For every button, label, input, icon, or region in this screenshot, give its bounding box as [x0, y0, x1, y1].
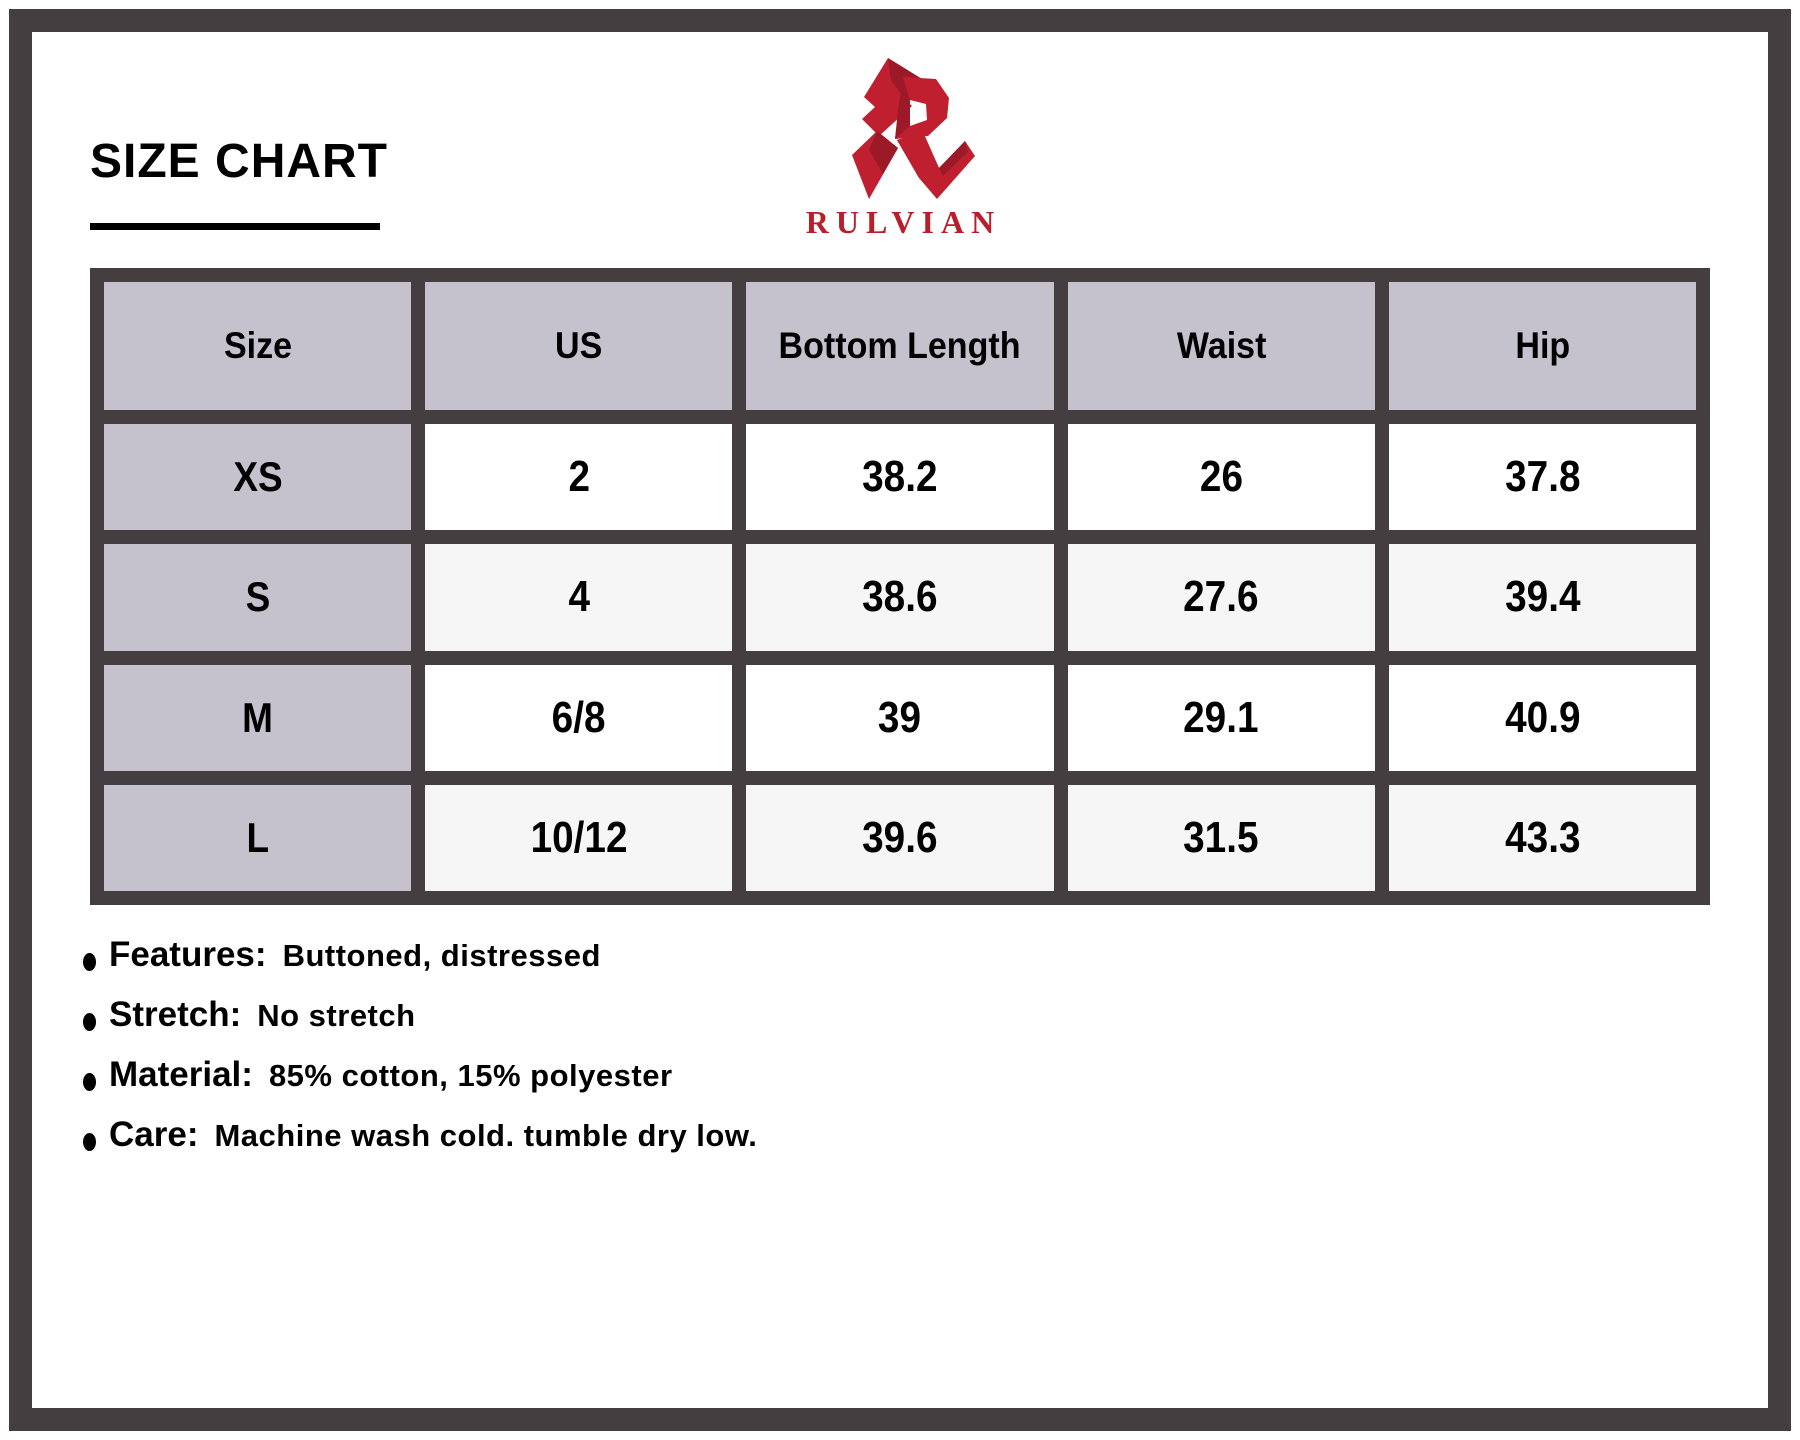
bullet-icon	[83, 1133, 96, 1151]
header-cell: US	[425, 282, 732, 410]
value-cell: 2	[425, 424, 732, 530]
value-cell: 39	[746, 665, 1053, 771]
header-cell: Bottom Length	[746, 282, 1053, 410]
table-row	[104, 785, 1696, 891]
table-row	[104, 544, 1696, 650]
note-value: No stretch	[257, 998, 416, 1033]
value-cell: 6/8	[425, 665, 732, 771]
size-cell: XS	[104, 424, 411, 530]
value-cell: 27.6	[1068, 544, 1375, 650]
size-cell: S	[104, 544, 411, 650]
note-label: Stretch:	[109, 995, 242, 1034]
note-item	[83, 1055, 757, 1115]
table-row	[104, 424, 1696, 530]
brand-logo	[750, 52, 1050, 241]
value-cell: 4	[425, 544, 732, 650]
note-label: Material:	[109, 1055, 253, 1094]
product-notes-list	[83, 935, 757, 1175]
note-value: Buttoned, distressed	[282, 938, 601, 973]
note-label: Features:	[109, 935, 267, 974]
note-item	[83, 995, 757, 1055]
title-underline	[90, 223, 380, 230]
header-cell: Hip	[1389, 282, 1696, 410]
value-cell: 38.6	[746, 544, 1053, 650]
angular-r-logo-icon	[824, 52, 976, 200]
bullet-icon	[83, 953, 96, 971]
note-value: 85% cotton, 15% polyester	[268, 1058, 673, 1093]
header-cell: Waist	[1068, 282, 1375, 410]
value-cell: 10/12	[425, 785, 732, 891]
size-cell: M	[104, 665, 411, 771]
value-cell: 37.8	[1389, 424, 1696, 530]
page-title: SIZE CHART	[90, 135, 388, 188]
brand-name: RULVIAN	[805, 204, 1002, 240]
table-row	[104, 665, 1696, 771]
note-value: Machine wash cold. tumble dry low.	[214, 1118, 758, 1153]
bullet-icon	[83, 1013, 96, 1031]
value-cell: 43.3	[1389, 785, 1696, 891]
note-item	[83, 935, 757, 995]
value-cell: 39.6	[746, 785, 1053, 891]
bullet-icon	[83, 1073, 96, 1091]
value-cell: 31.5	[1068, 785, 1375, 891]
value-cell: 29.1	[1068, 665, 1375, 771]
header-cell: Size	[104, 282, 411, 410]
value-cell: 40.9	[1389, 665, 1696, 771]
note-item	[83, 1115, 757, 1175]
size-table-header	[104, 282, 1696, 410]
size-table-body	[104, 424, 1696, 891]
note-label: Care:	[109, 1115, 199, 1154]
value-cell: 39.4	[1389, 544, 1696, 650]
size-cell: L	[104, 785, 411, 891]
value-cell: 26	[1068, 424, 1375, 530]
value-cell: 38.2	[746, 424, 1053, 530]
size-table	[90, 268, 1710, 905]
header-row	[104, 282, 1696, 410]
